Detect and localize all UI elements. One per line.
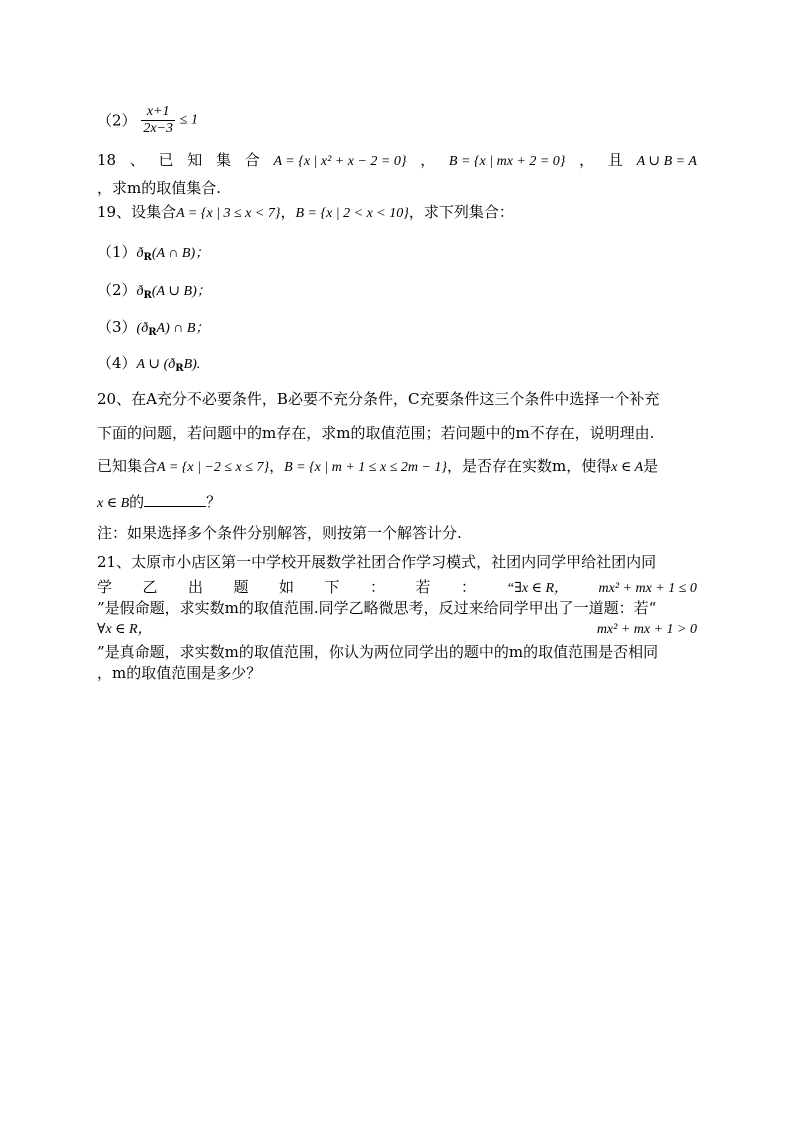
- q21-inequality: mx² + mx + 1 ≤ 0: [598, 581, 697, 596]
- q21-word: 题: [233, 578, 249, 596]
- q19-set-a: A = {x | 3 ≤ x < 7}: [176, 206, 281, 221]
- q18-word: 知: [187, 151, 203, 169]
- q19-item-3: [97, 317, 697, 343]
- subscript: R: [175, 363, 184, 374]
- q18-set-b: B = {x | mx + 2 = 0}: [448, 154, 566, 169]
- q18-number: 18: [97, 151, 117, 169]
- q18-line1: [97, 150, 697, 172]
- q19-item-label: （2）: [97, 281, 137, 299]
- q19-set-b: B = {x | 2 < x < 10}: [295, 206, 409, 221]
- q17-part2: [97, 104, 697, 140]
- q21-word: ：: [461, 578, 477, 596]
- answer-blank[interactable]: [144, 492, 206, 507]
- q19-item-4: [97, 353, 697, 379]
- q20-set-a: A = {x | −2 ≤ x ≤ 7}: [157, 460, 270, 475]
- q19-intro-b: ，求下列集合：: [408, 203, 514, 221]
- q20-text: ，是否存在实数m，使得: [447, 457, 612, 475]
- q18-word: 已: [158, 151, 174, 169]
- complement-symbol: ð: [136, 246, 144, 261]
- q21-word: 如: [279, 578, 295, 596]
- complement-symbol: (ð: [136, 321, 149, 336]
- subscript: R: [143, 252, 152, 263]
- q21-word: 出: [188, 578, 204, 596]
- q19-item-expr: B).: [183, 357, 201, 372]
- q17-part2-label: （2）: [97, 111, 137, 130]
- fraction-numerator: x+1: [141, 104, 175, 121]
- complement-symbol: A ∪ (ð: [136, 357, 176, 372]
- q20-line3: [97, 456, 697, 478]
- q20-question-mark: ？: [206, 493, 222, 511]
- q20-line1: 20、在A充分不必要条件，B必要不充分条件，C充要条件这三个条件中选择一个补充: [97, 390, 660, 408]
- q20-comma: ，: [269, 457, 285, 475]
- q20-note: 注：如果选择多个条件分别解答，则按第一个解答计分.: [97, 524, 462, 542]
- q18-comma: ，: [579, 151, 595, 169]
- subscript: R: [143, 290, 152, 301]
- q18-word: 合: [244, 151, 260, 169]
- q18-line2: ，求m的取值集合.: [97, 179, 221, 197]
- q21-line6: ，m的取值范围是多少？: [97, 664, 262, 682]
- q20-set-b: B = {x | m + 1 ≤ x ≤ 2m − 1}: [284, 460, 448, 475]
- q20-condition-b: x ∈ B: [97, 496, 130, 511]
- q21-line4: [97, 620, 697, 640]
- q20-line4: [97, 492, 697, 514]
- q19-intro-a: 19、设集合: [97, 203, 177, 221]
- q20-text: 是: [643, 457, 659, 475]
- q19-item-label: （4）: [97, 354, 137, 372]
- q19-item-1: [97, 242, 697, 268]
- q18-comma: ，: [420, 151, 436, 169]
- complement-symbol: ð: [136, 284, 144, 299]
- q21-word: 学: [97, 578, 113, 596]
- q21-line3: ”是假命题，求实数m的取值范围.同学乙略微思考，反过来给同学甲出了一道题：若“: [97, 599, 657, 617]
- q19-item-label: （3）: [97, 318, 137, 336]
- q17-rhs: ≤ 1: [179, 112, 198, 128]
- q19-item-expr: A) ∩ B；: [156, 321, 210, 336]
- fraction-denominator: 2x−3: [143, 121, 173, 136]
- q20-text: 的: [129, 493, 145, 511]
- q19-comma: ，: [280, 203, 296, 221]
- q21-line2: [97, 577, 697, 599]
- subscript: R: [148, 327, 157, 338]
- q19-intro: [97, 202, 697, 224]
- q20-line2: 下面的问题，若问题中的m存在，求m的取值范围；若问题中的m不存在，说明理由.: [97, 424, 655, 442]
- q18-sep: 、: [129, 151, 145, 169]
- q21-word: 下: [324, 578, 340, 596]
- q19-item-expr: (A ∩ B)；: [151, 246, 210, 261]
- q17-fraction: [141, 104, 175, 137]
- q19-item-label: （1）: [97, 243, 137, 261]
- q18-word: 集: [216, 151, 232, 169]
- q21-word: 乙: [142, 578, 158, 596]
- q19-item-2: [97, 280, 697, 306]
- q18-condition: A ∪ B = A: [636, 154, 697, 169]
- q18-set-a: A = {x | x² + x − 2 = 0}: [273, 154, 407, 169]
- q21-word: 若: [415, 578, 431, 596]
- q21-word: ：: [370, 578, 386, 596]
- q19-item-expr: (A ∪ B)；: [151, 284, 211, 299]
- q21-line5: ”是真命题，求实数m的取值范围，你认为两位同学出的题中的m的取值范围是否相同: [97, 643, 659, 661]
- q18-conjunction: 且: [607, 151, 623, 169]
- q20-condition: x ∈ A: [611, 460, 644, 475]
- q21-inequality: mx² + mx + 1 > 0: [596, 622, 697, 637]
- q21-quantifier: “∃x ∈ R，: [506, 581, 569, 596]
- q20-text: 已知集合: [97, 457, 158, 475]
- q21-quantifier: ∀x ∈ R，: [97, 622, 152, 637]
- q21-line1: 21、太原市小店区第一中学校开展数学社团合作学习模式，社团内同学甲给社团内同: [97, 553, 657, 571]
